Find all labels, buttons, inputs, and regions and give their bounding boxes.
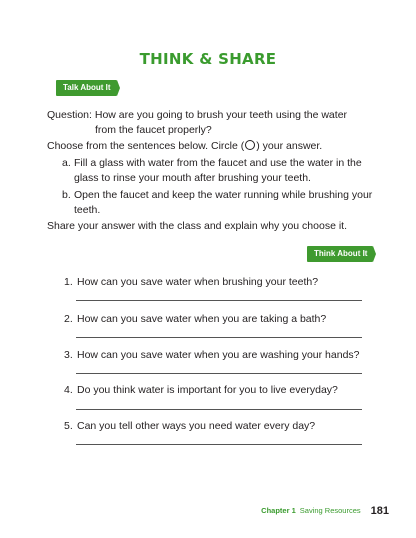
question-line-2: from the faucet properly? — [95, 124, 212, 136]
question-text: How can you save water when you are washing your hands? — [77, 349, 360, 361]
footer-section: Saving Resources — [299, 506, 361, 515]
footer-chapter: Chapter 1 — [261, 506, 296, 515]
circle-icon — [245, 140, 255, 150]
think-about-it-tag: Think About It — [307, 246, 373, 262]
question-number: 3. — [64, 349, 73, 361]
page-title: THINK & SHARE — [139, 50, 277, 68]
question-text: How can you save water when you are taking a bath? — [77, 313, 327, 325]
instruction-pre: Choose from the sentences below. Circle ( — [47, 140, 245, 152]
question-4 — [64, 384, 338, 396]
answer-line-3[interactable] — [76, 373, 362, 374]
question-2 — [64, 313, 326, 325]
question-3 — [64, 349, 360, 361]
question-5 — [64, 420, 315, 432]
question-text: How can you save water when brushing your teeth? — [77, 276, 319, 288]
question-number: 2. — [64, 313, 73, 325]
share-instruction: Share your answer with the class and explain why you choose it. — [47, 220, 347, 232]
page-number: 181 — [370, 505, 389, 517]
question-1 — [64, 276, 318, 288]
answer-line-2[interactable] — [76, 337, 362, 338]
page-footer — [261, 505, 389, 517]
talk-about-it-tag: Talk About It — [56, 80, 117, 96]
answer-line-1[interactable] — [76, 300, 362, 301]
option-text: Fill a glass with water from the faucet and use the water in the glass to rinse your mouth after brushing your teeth. — [74, 157, 362, 184]
answer-line-4[interactable] — [76, 409, 362, 410]
question-number: 4. — [64, 384, 73, 396]
question-text: Do you think water is important for you to live everyday? — [77, 384, 338, 396]
option-text: Open the faucet and keep the water running while brushing your teeth. — [74, 189, 373, 216]
option-letter: a. — [62, 157, 71, 169]
question-block — [47, 108, 377, 138]
option-a — [62, 156, 378, 186]
question-line-1: How are you going to brush your teeth using the water — [94, 109, 348, 121]
option-letter: b. — [62, 189, 71, 201]
question-number: 1. — [64, 276, 73, 288]
question-label: Question: — [47, 109, 92, 121]
instruction-post: ) your answer. — [256, 140, 323, 152]
answer-line-5[interactable] — [76, 444, 362, 445]
question-text: Can you tell other ways you need water every day? — [77, 420, 316, 432]
instruction — [47, 139, 377, 154]
option-b — [62, 188, 378, 218]
question-number: 5. — [64, 420, 73, 432]
